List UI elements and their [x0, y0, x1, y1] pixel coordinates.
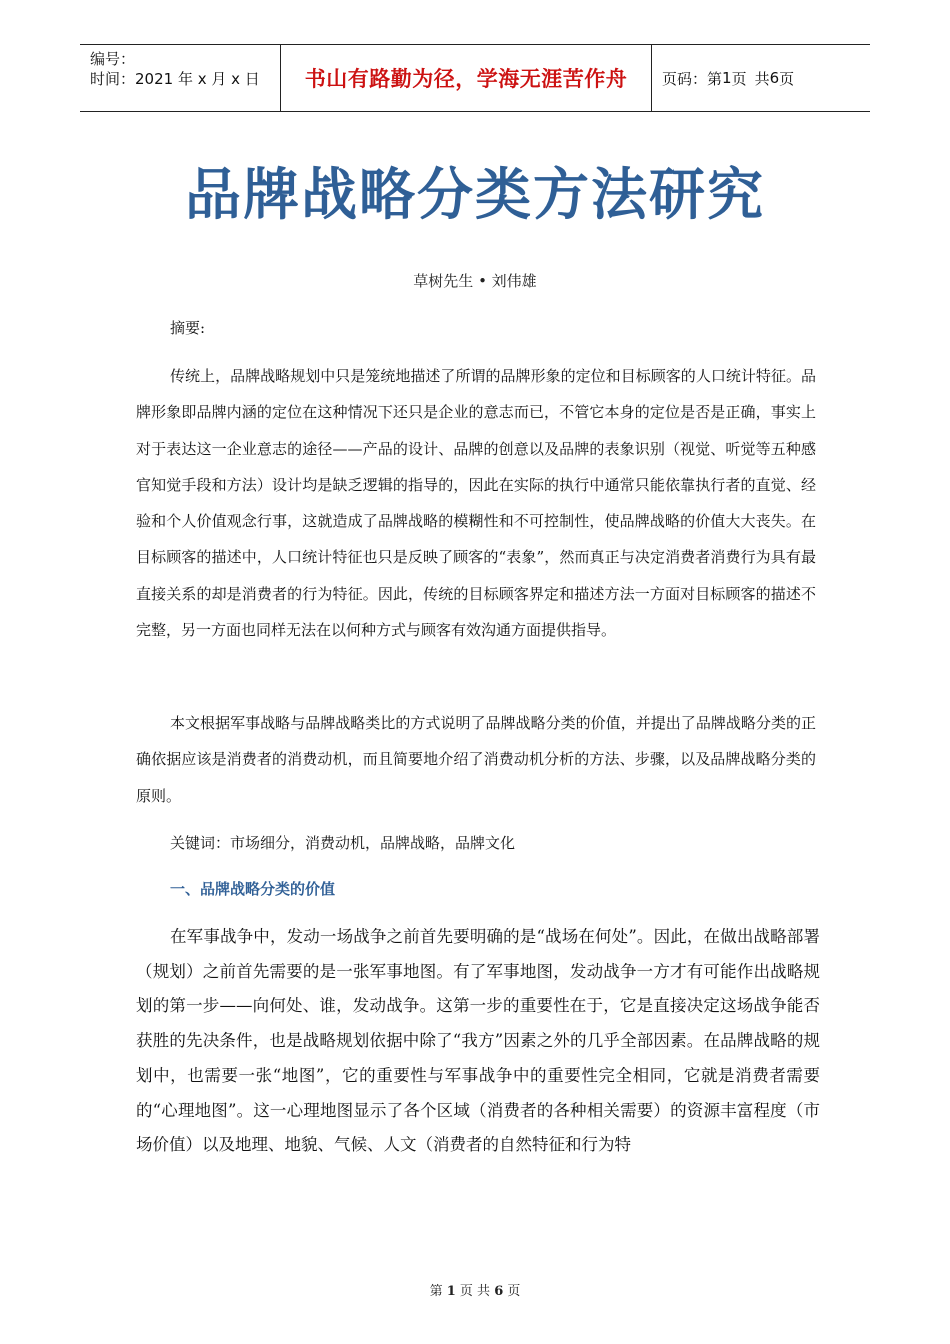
author-line: 草树先生 • 刘伟雄 [413, 272, 537, 290]
footer-suffix: 页 [507, 1284, 521, 1299]
document-time-label: 时间：2021 年 x 月 x 日 [90, 70, 260, 88]
header-page-info [652, 45, 870, 111]
total-unit: 页 [779, 69, 795, 88]
footer-mid: 页 共 [459, 1284, 491, 1299]
section-paragraph-1: 在军事战争中，发动一场战争之前首先要明确的是“战场在何处”。因此，在做出战略部署（规划）之前首先需要的是一张军事地图。有了军事地图，发动战争一方才有可能作出战略规划的第一步——向何处、谁，发动战争。这第一步的重要性在于，它是直接决定这场战争能否获胜的先决条件，也是战略规划依据中除了“我方”因素之外的几乎全部因素。在品牌战略的规划中，也需要一张“地图”，它的重要性与军事战争中的重要性完全相同，它就是消费者需要的“心理地图”。这一心理地图显示了各个区域（消费者的各种相关需要）的资源丰富程度（市场价值）以及地理、地貌、气候、人文（消费者的自然特征和行为特 [136, 927, 820, 1155]
page-unit: 页 [731, 69, 747, 88]
footer-page-number: 1 [446, 1284, 456, 1299]
abstract-paragraph-1: 传统上，品牌战略规划中只是笼统地描述了所谓的品牌形象的定位和目标顾客的人口统计特征。品牌形象即品牌内涵的定位在这种情况下还只是企业的意志而已，不管它本身的定位是否是正确，事实上对于表达这一企业意志的途径——产品的设计、品牌的创意以及品牌的表象识别（视觉、听觉等五种感官知觉手段和方法）设计均是缺乏逻辑的指导的，因此在实际的执行中通常只能依靠执行者的直觉、经验和个人价值观念行事，这就造成了品牌战略的模糊性和不可控制性，使品牌战略的价值大大丧失。在目标顾客的描述中，人口统计特征也只是反映了顾客的“表象”，然而真正与决定消费者消费行为具有最直接关系的却是消费者的行为特征。因此，传统的目标顾客界定和描述方法一方面对目标顾客的描述不完整，另一方面也同样无法在以何种方式与顾客有效沟通方面提供指导。 [136, 367, 816, 640]
abstract-paragraph-2: 本文根据军事战略与品牌战略类比的方式说明了品牌战略分类的价值，并提出了品牌战略分类的正确依据应该是消费者的消费动机，而且简要地介绍了消费动机分析的方法、步骤，以及品牌战略分类的原则。 [136, 714, 816, 805]
footer-prefix: 第 [429, 1284, 443, 1299]
page-number: 1 [722, 69, 732, 87]
header-table [80, 44, 870, 112]
document-id-label: 编号： [90, 50, 136, 68]
page-label: 页码：第 [662, 69, 723, 88]
total-pages: 6 [769, 69, 780, 87]
footer-total-pages: 6 [494, 1284, 504, 1299]
page-footer [0, 1280, 950, 1299]
header-motto: 书山有路勤为径，学海无涯苦作舟 [280, 45, 652, 111]
header-meta [80, 45, 280, 111]
keywords-line: 关键词：市场细分，消费动机，品牌战略，品牌文化 [170, 834, 516, 852]
abstract-label: 摘要: [170, 319, 206, 337]
total-label: 共 [754, 69, 770, 88]
document-title: 品牌战略分类方法研究 [185, 162, 765, 228]
section-heading: 一、品牌战略分类的价值 [170, 880, 336, 898]
